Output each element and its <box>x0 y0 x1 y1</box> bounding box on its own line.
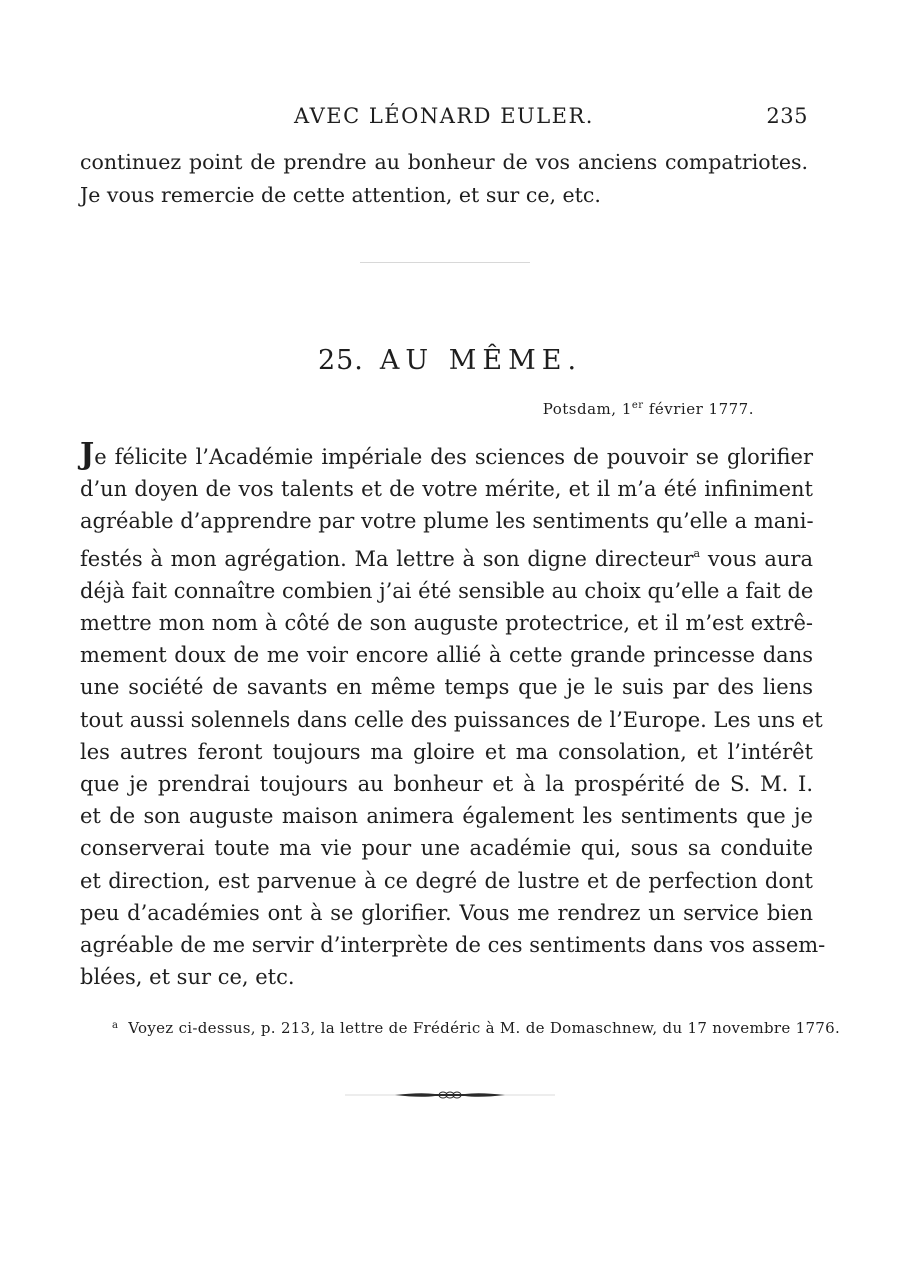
body-line: mettre mon nom à côté de son auguste protectrice, et il m’est extrê- <box>80 611 813 636</box>
dateline-day: 1 <box>621 400 632 418</box>
body-line: tout aussi solennels dans celle des puissances de l’Europe. Les uns et <box>80 707 823 732</box>
letter-heading <box>0 345 900 376</box>
dateline-place: Potsdam, <box>542 400 617 418</box>
dateline <box>543 400 754 418</box>
body-line: blées, et sur ce, etc. <box>80 965 295 990</box>
running-head-title: AVEC LÉONARD EULER. <box>293 104 594 128</box>
body-line: et de son auguste maison animera également les sentiments que je <box>80 804 813 829</box>
body-line: conserverai toute ma vie pour une académie qui, sous sa conduite <box>80 836 813 861</box>
drop-cap: J <box>80 437 95 472</box>
continuation-text <box>80 146 808 212</box>
body-line: festés à mon agrégation. Ma lettre à son digne directeur$^a$ vous aura <box>80 546 813 571</box>
body-line: agréable de me servir d’interprète de ces sentiments dans vos assem- <box>80 933 826 958</box>
page-number: 235 <box>766 104 808 128</box>
running-head <box>80 104 808 134</box>
footnote <box>112 1019 840 1037</box>
body-line: peu d’académies ont à se glorifier. Vous me rendrez un service bien <box>80 900 813 925</box>
dateline-rest: février 1777. <box>648 400 754 418</box>
dateline-day-suffix: er <box>631 400 644 411</box>
body-line: les autres feront toujours ma gloire et ma consolation, et l’intérêt <box>80 739 813 764</box>
body-line: d’un doyen de vos talents et de votre mérite, et il m’a été infiniment <box>80 477 813 502</box>
body-line: mement doux de me voir encore allié à cette grande princesse dans <box>80 643 813 668</box>
body-line: déjà fait connaître combien j’ai été sensible au choix qu’elle a fait de <box>80 578 814 603</box>
footnote-reference[interactable]: a <box>693 546 701 560</box>
letter-title: AU MÊME. <box>379 345 583 376</box>
continuation-line: Je vous remercie de cette attention, et sur ce, etc. <box>80 183 601 207</box>
continuation-line: continuez point de prendre au bonheur de vos anciens compatriotes. <box>80 150 808 174</box>
footnote-mark: a <box>112 1020 119 1031</box>
footnote-text: Voyez ci-dessus, p. 213, la lettre de Frédéric à M. de Domaschnew, du 17 novembre 1776. <box>128 1019 841 1037</box>
tail-ornament-icon <box>345 1088 555 1102</box>
body-line: que je prendrai toujours au bonheur et à la prospérité de S. M. I. <box>80 772 813 797</box>
section-divider <box>360 262 530 263</box>
letter-number: 25. <box>317 345 364 376</box>
body-line: Je félicite l’Académie impériale des sciences de pouvoir se glorifier <box>80 437 813 472</box>
body-line: agréable d’apprendre par votre plume les sentiments qu’elle a mani- <box>80 509 814 534</box>
letter-body <box>80 437 826 993</box>
body-line: et direction, est parvenue à ce degré de lustre et de perfection dont <box>80 868 813 893</box>
body-line: une société de savants en même temps que je le suis par des liens <box>80 675 813 700</box>
